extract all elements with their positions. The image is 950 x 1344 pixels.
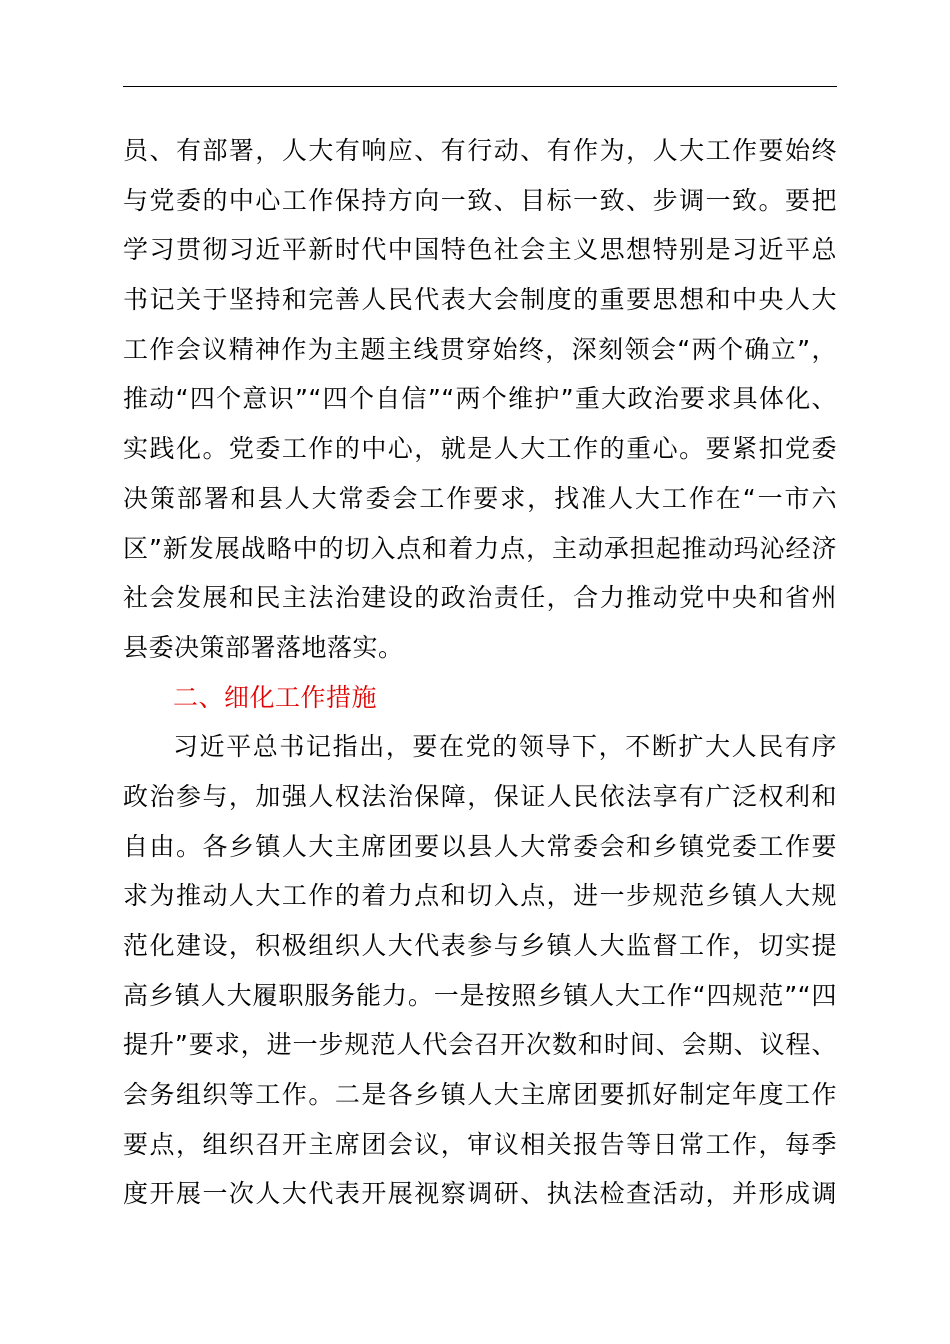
section-line: 习近平总书记指出，要在党的领导下，不断扩大人民有序: [173, 732, 837, 762]
body-line: 实践化。党委工作的中心，就是人大工作的重心。要紧扣党委: [123, 434, 837, 464]
section-heading: 二、细化工作措施: [173, 682, 378, 712]
section-line: 范化建设，积极组织人大代表参与乡镇人大监督工作，切实提: [123, 931, 837, 960]
section-line: 政治参与，加强人权法治保障，保证人民依法享有广泛权利和: [123, 781, 837, 811]
section-line: 提升”要求，进一步规范人代会召开次数和时间、会期、议程、: [123, 1030, 837, 1060]
document-body: [123, 126, 837, 1219]
body-line: 决策部署和县人大常委会工作要求，找准人大工作在“一市六: [123, 483, 837, 513]
body-line: 社会发展和民主法治建设的政治责任，合力推动党中央和省州: [123, 583, 837, 613]
section-line: 要点，组织召开主席团会议，审议相关报告等日常工作，每季: [123, 1129, 837, 1159]
body-line: 区”新发展战略中的切入点和着力点，主动承担起推动玛沁经济: [123, 533, 837, 563]
body-line: 工作会议精神作为主题主线贯穿始终，深刻领会“两个确立”，: [123, 334, 837, 364]
body-line: 学习贯彻习近平新时代中国特色社会主义思想特别是习近平总: [123, 235, 837, 265]
section-line: 高乡镇人大履职服务能力。一是按照乡镇人大工作“四规范”“四: [123, 980, 837, 1010]
section-line: 会务组织等工作。二是各乡镇人大主席团要抓好制定年度工作: [123, 1080, 837, 1110]
body-line: 书记关于坚持和完善人民代表大会制度的重要思想和中央人大: [123, 285, 837, 315]
section-line: 求为推动人大工作的着力点和切入点，进一步规范乡镇人大规: [123, 881, 837, 911]
body-line: 员、有部署，人大有响应、有行动、有作为，人大工作要始终: [123, 136, 837, 165]
body-line: 县委决策部署落地落实。: [123, 632, 404, 662]
header-rule: [123, 86, 837, 87]
section-line: 自由。各乡镇人大主席团要以县人大常委会和乡镇党委工作要: [123, 831, 837, 861]
body-line: 推动“四个意识”“四个自信”“两个维护”重大政治要求具体化、: [123, 384, 837, 414]
section-line: 度开展一次人大代表开展视察调研、执法检查活动，并形成调: [123, 1179, 837, 1209]
body-line: 与党委的中心工作保持方向一致、目标一致、步调一致。要把: [123, 185, 837, 215]
